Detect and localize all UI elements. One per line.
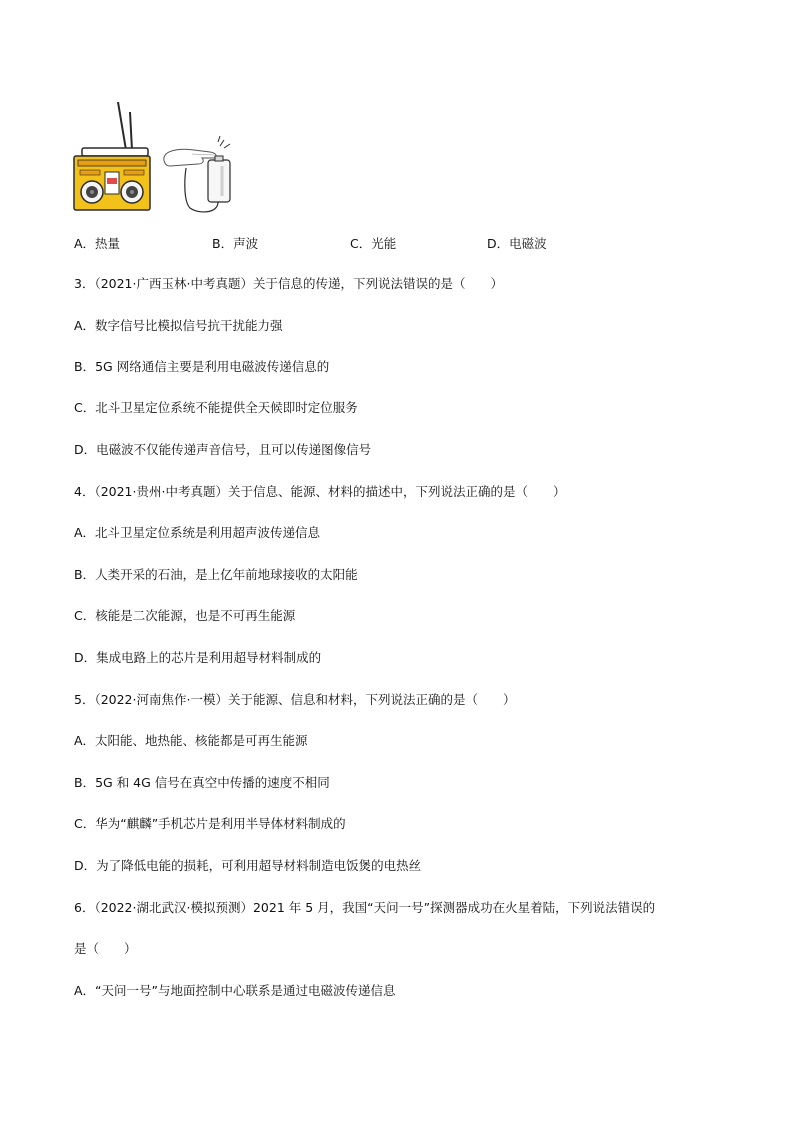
q5-stem: 5．（2022·河南焦作·一模）关于能源、信息和材料，下列说法正确的是（ ） [74, 692, 516, 707]
hand-battery-icon [164, 136, 230, 212]
q3-option-d[interactable]: D．电磁波不仅能传递声音信号，且可以传递图像信号 [74, 442, 372, 457]
q2-option-d[interactable]: D．电磁波 [487, 236, 547, 251]
q4-option-b[interactable]: B．人类开采的石油，是上亿年前地球接收的太阳能 [74, 567, 358, 582]
q5-option-d[interactable]: D．为了降低电能的损耗，可利用超导材料制造电饭煲的电热丝 [74, 858, 422, 873]
q5-option-a[interactable]: A．太阳能、地热能、核能都是可再生能源 [74, 733, 308, 748]
q6-stem-line2: 是（ ） [74, 941, 137, 956]
q6-stem-line1: 6．（2022·湖北武汉·模拟预测）2021 年 5 月，我国“天问一号”探测器成功在火星着陆，下列说法错误的 [74, 900, 656, 915]
q2-option-a[interactable]: A．热量 [74, 236, 121, 251]
question-figure [70, 98, 250, 218]
q3-stem: 3．（2021·广西玉林·中考真题）关于信息的传递，下列说法错误的是（ ） [74, 276, 503, 291]
radio-icon [74, 102, 150, 210]
q4-option-a[interactable]: A．北斗卫星定位系统是利用超声波传递信息 [74, 525, 321, 540]
q6-option-a[interactable]: A．“天问一号”与地面控制中心联系是通过电磁波传递信息 [74, 983, 396, 998]
q2-option-b[interactable]: B．声波 [212, 236, 259, 251]
q2-options [74, 234, 694, 250]
q5-option-b[interactable]: B．5G 和 4G 信号在真空中传播的速度不相同 [74, 775, 330, 790]
q5-option-c[interactable]: C．华为“麒麟”手机芯片是利用半导体材料制成的 [74, 816, 346, 831]
q4-stem: 4．（2021·贵州·中考真题）关于信息、能源、材料的描述中，下列说法正确的是（ ） [74, 484, 566, 499]
q4-option-c[interactable]: C．核能是二次能源，也是不可再生能源 [74, 608, 296, 623]
q3-option-b[interactable]: B．5G 网络通信主要是利用电磁波传递信息的 [74, 359, 330, 374]
q4-option-d[interactable]: D．集成电路上的芯片是利用超导材料制成的 [74, 650, 322, 665]
q3-option-a[interactable]: A．数字信号比模拟信号抗干扰能力强 [74, 318, 283, 333]
q2-option-c[interactable]: C．光能 [350, 236, 397, 251]
q3-option-c[interactable]: C．北斗卫星定位系统不能提供全天候即时定位服务 [74, 400, 358, 415]
figure-svg [70, 98, 250, 218]
